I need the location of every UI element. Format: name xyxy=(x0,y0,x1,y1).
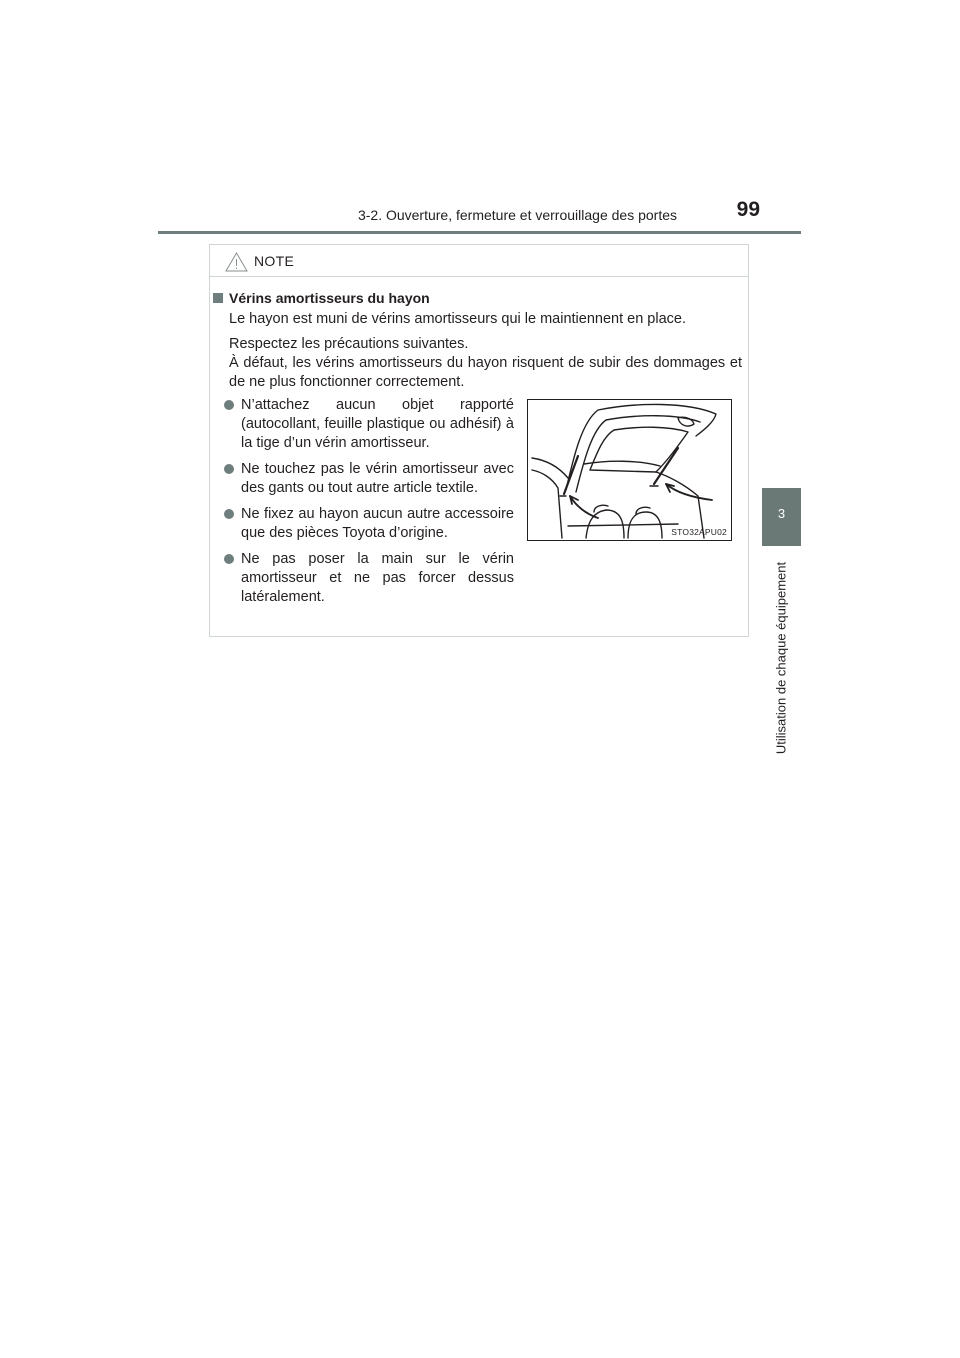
header-divider xyxy=(158,231,801,234)
section-header-title: 3-2. Ouverture, fermeture et verrouillage des portes xyxy=(357,207,677,223)
intro-paragraph: Le hayon est muni de vérins amortisseurs qui le maintiennent en place. xyxy=(229,311,687,327)
note-box xyxy=(209,244,749,637)
tailgate-strut-illustration xyxy=(527,399,732,541)
square-bullet-icon xyxy=(213,293,223,303)
list-item xyxy=(224,550,514,607)
section-title-text: Vérins amortisseurs du hayon xyxy=(229,290,430,306)
precaution-list xyxy=(224,396,514,614)
round-bullet-icon xyxy=(224,509,234,519)
warning-paragraph: À défaut, les vérins amortisseurs du hayon risquent de subir des dommages et de ne plus fonctionner correctement. xyxy=(229,355,742,390)
list-item xyxy=(224,460,514,498)
list-item-text: Ne fixez au hayon aucun autre accessoire que des pièces Toyota d’origine. xyxy=(241,506,514,541)
chapter-title-vertical: Utilisation de chaque équipement xyxy=(773,561,789,755)
warning-triangle-icon xyxy=(225,252,248,272)
list-item-text: Ne touchez pas le vérin amortisseur avec des gants ou tout autre article textile. xyxy=(241,461,514,496)
round-bullet-icon xyxy=(224,554,234,564)
figure-code: STO32APU02 xyxy=(671,527,727,537)
note-title: NOTE xyxy=(254,253,295,269)
list-item-text: Ne pas poser la main sur le vérin amortisseur et ne pas forcer dessus latéralement. xyxy=(241,551,514,605)
chapter-number: 3 xyxy=(777,506,786,521)
round-bullet-icon xyxy=(224,464,234,474)
instruction-paragraph: Respectez les précautions suivantes. xyxy=(229,336,469,352)
round-bullet-icon xyxy=(224,400,234,410)
page-number: 99 xyxy=(736,198,760,221)
list-item xyxy=(224,505,514,543)
tailgate-drawing xyxy=(528,400,731,540)
list-item xyxy=(224,396,514,453)
section-title xyxy=(213,290,430,306)
list-item-text: N’attachez aucun objet rapporté (autocollant, feuille plastique ou adhésif) à la tige d’un vérin amortisseur. xyxy=(241,397,514,451)
note-header xyxy=(210,245,748,277)
chapter-tab xyxy=(762,488,801,546)
